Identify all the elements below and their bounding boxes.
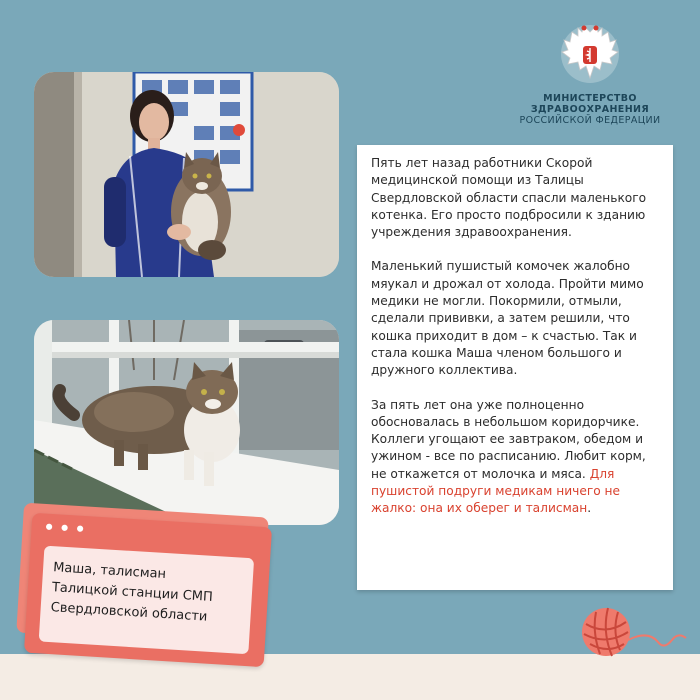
ministry-logo: [500, 22, 680, 132]
article-paragraph-1: Пять лет назад работники Скорой медицинской помощи из Талицы Свердловской области спасли маленького котенка. Его просто подбросили к зданию учреждения здравоохранения.: [371, 156, 647, 240]
photo-cat-on-windowsill: [34, 320, 339, 525]
caption-line-2: Талицкой станции СМП: [51, 580, 214, 605]
article-highlight: Для пушистой подруги медикам ничего не жалко: она их оберег и талисман: [371, 466, 621, 516]
article-paragraph-3: [371, 397, 661, 518]
article-paragraph-2: Маленький пушистый комочек жалобно мяукал и дрожал от холода. Пройти мимо медики не могли. Покормили, отмыли, сделали прививки, а затем решили, что кошка приходит в дом – к счастью. Так и стала кошка Маша членом большого и дружного коллектива.: [371, 259, 644, 378]
article-end: .: [587, 501, 592, 516]
caption-line-3: Свердловской области: [50, 600, 208, 625]
yarn-ball-icon: [578, 600, 688, 660]
logo-line-2: ЗДРАВООХРАНЕНИЯ: [530, 104, 650, 115]
caption-card: [24, 513, 272, 667]
caption-line-1: Маша, талисман: [52, 560, 167, 583]
logo-line-1: МИНИСТЕРСТВО: [543, 93, 637, 104]
logo-line-3: РОССИЙСКОЙ ФЕДЕРАЦИИ: [519, 115, 661, 126]
double-headed-eagle-icon: [558, 22, 622, 86]
caption-paper: [39, 546, 254, 655]
photo-medic-with-cat: [34, 72, 339, 277]
bottom-strip: [0, 654, 700, 700]
caption-dots: ● ● ●: [45, 521, 87, 534]
article-paragraph-3-text: За пять лет она уже полноценно обосновалась в небольшом коридорчике. Коллеги угощают ее завтраком, обедом и ужином - все по расписанию. Любит корм, не откажется от молочка и мяса.: [371, 397, 646, 481]
article-card: [357, 145, 673, 590]
